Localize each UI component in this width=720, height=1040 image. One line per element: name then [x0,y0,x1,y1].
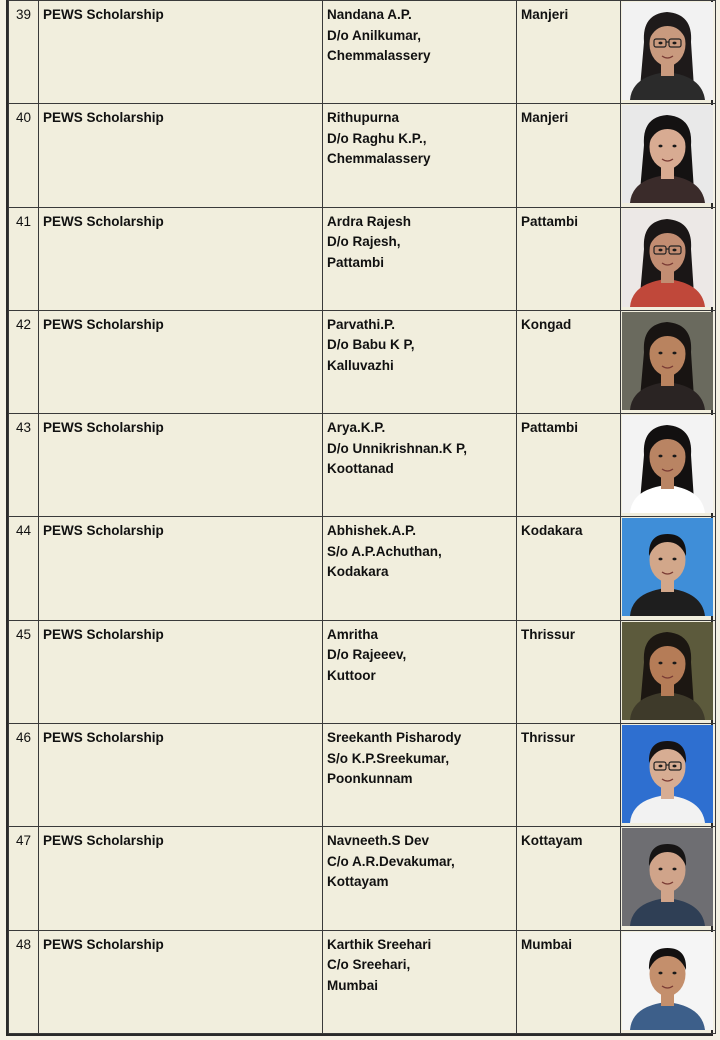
student-name: Ardra Rajesh [327,213,412,229]
student-details [323,207,517,310]
student-locality: Kalluvazhi [327,357,394,373]
student-photo-cell [621,104,716,207]
student-details [323,620,517,723]
student-photo-cell [621,517,716,620]
table-row [9,310,716,413]
student-photo-icon [622,209,713,307]
student-name: Nandana A.P. [327,7,412,22]
student-locality: Chemmalassery [327,151,431,167]
student-place: Kottayam [517,827,621,930]
serial-number: 43 [9,414,39,517]
left-eye [659,971,663,974]
student-name: Amritha [327,626,379,642]
student-details [323,104,517,207]
table-row [9,517,716,620]
student-photo-icon [622,105,713,203]
student-place: Manjeri [517,104,621,207]
student-place: Thrissur [517,620,621,723]
student-name: Karthik Sreehari [327,936,432,952]
student-relation: C/o Sreehari, [327,957,411,973]
table-row [9,104,716,207]
student-place: Manjeri [517,1,621,104]
left-eye [659,145,663,148]
left-eye [659,661,663,664]
left-eye [659,42,663,45]
student-locality: Poonkunnam [327,771,413,787]
student-photo-icon [622,415,713,513]
student-place: Pattambi [517,207,621,310]
left-eye [659,248,663,251]
student-name: Parvathi.P. [327,316,396,332]
table-row [9,414,716,517]
student-details [323,1,517,104]
student-relation: D/o Anilkumar, [327,27,422,43]
serial-number: 48 [9,930,39,1033]
right-eye [673,971,677,974]
student-relation: D/o Babu K P, [327,337,415,353]
scholarship-table-sheet [6,0,713,1036]
scholarship-name: PEWS Scholarship [39,517,323,620]
table-row [9,620,716,723]
student-photo-icon [622,2,713,100]
scholarship-name: PEWS Scholarship [39,930,323,1033]
student-relation: S/o K.P.Sreekumar, [327,750,450,766]
right-eye [673,765,677,768]
scholarship-table [8,0,716,1034]
serial-number: 41 [9,207,39,310]
table-row [9,1,716,104]
right-eye [673,661,677,664]
student-locality: Mumbai [327,977,379,993]
scholarship-name: PEWS Scholarship [39,310,323,413]
student-photo-cell [621,310,716,413]
table-row [9,827,716,930]
student-photo-icon [622,518,713,616]
student-photo-icon [622,932,713,1030]
serial-number: 39 [9,1,39,104]
right-eye [673,868,677,871]
student-name: Arya.K.P. [327,420,386,436]
student-relation: D/o Rajesh, [327,234,401,250]
serial-number: 40 [9,104,39,207]
table-row [9,724,716,827]
student-relation: C/o A.R.Devakumar, [327,853,455,869]
student-place: Thrissur [517,724,621,827]
left-eye [659,351,663,354]
student-photo-cell [621,724,716,827]
student-photo-cell [621,930,716,1033]
student-place: Kongad [517,310,621,413]
student-relation: D/o Rajeeev, [327,647,407,663]
student-locality: Kottayam [327,874,389,890]
student-photo-cell [621,827,716,930]
student-locality: Kodakara [327,564,389,580]
student-photo-icon [622,622,713,720]
student-photo-cell [621,414,716,517]
student-place: Kodakara [517,517,621,620]
student-locality: Koottanad [327,461,394,477]
scholarship-name: PEWS Scholarship [39,827,323,930]
student-photo-icon [622,725,713,823]
table-row [9,207,716,310]
student-place: Pattambi [517,414,621,517]
left-eye [659,765,663,768]
serial-number: 42 [9,310,39,413]
student-photo-cell [621,620,716,723]
right-eye [673,351,677,354]
student-relation: S/o A.P.Achuthan, [327,543,442,559]
student-details [323,930,517,1033]
left-eye [659,558,663,561]
student-locality: Kuttoor [327,667,376,683]
serial-number: 45 [9,620,39,723]
right-eye [673,145,677,148]
serial-number: 44 [9,517,39,620]
scholarship-name: PEWS Scholarship [39,104,323,207]
student-locality: Pattambi [327,254,385,270]
right-eye [673,455,677,458]
student-name: Abhishek.A.P. [327,523,417,539]
table-body [9,1,716,1034]
scholarship-name: PEWS Scholarship [39,414,323,517]
student-details [323,310,517,413]
scholarship-name: PEWS Scholarship [39,1,323,104]
student-details [323,517,517,620]
student-details [323,724,517,827]
student-locality: Chemmalassery [327,48,431,63]
student-name: Sreekanth Pisharody [327,730,462,746]
right-eye [673,558,677,561]
right-eye [673,42,677,45]
scholarship-name: PEWS Scholarship [39,620,323,723]
left-eye [659,455,663,458]
right-eye [673,248,677,251]
scholarship-name: PEWS Scholarship [39,207,323,310]
serial-number: 46 [9,724,39,827]
student-details [323,414,517,517]
student-name: Rithupurna [327,110,399,126]
scholarship-name: PEWS Scholarship [39,724,323,827]
table-row [9,930,716,1033]
student-place: Mumbai [517,930,621,1033]
student-relation: D/o Raghu K.P., [327,130,427,146]
student-details [323,827,517,930]
student-photo-cell [621,1,716,104]
serial-number: 47 [9,827,39,930]
student-photo-icon [622,828,713,926]
student-relation: D/o Unnikrishnan.K P, [327,440,468,456]
left-eye [659,868,663,871]
student-photo-cell [621,207,716,310]
student-name: Navneeth.S Dev [327,833,430,849]
student-photo-icon [622,312,713,410]
